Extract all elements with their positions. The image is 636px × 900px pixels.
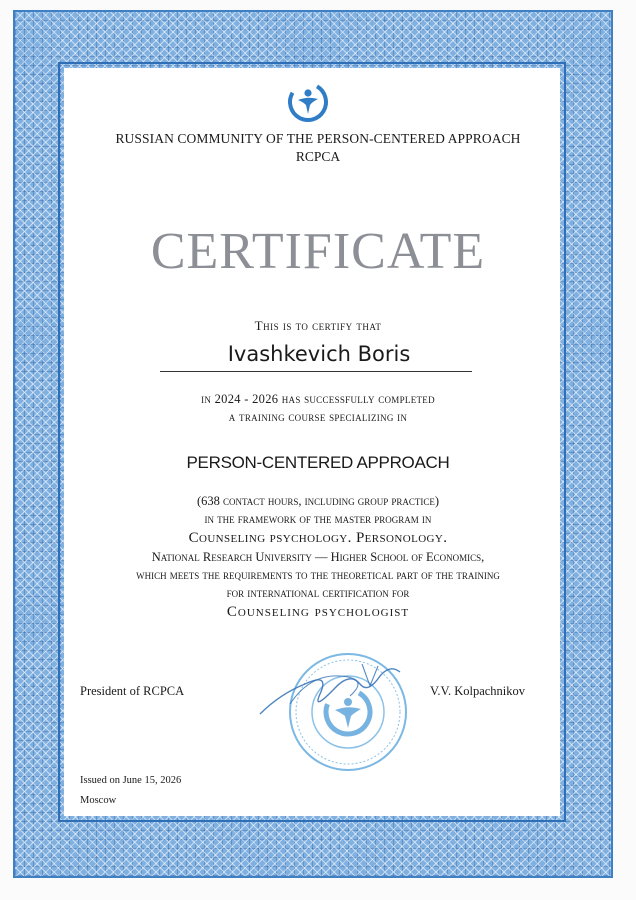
international-line: for international certification for xyxy=(226,586,410,600)
name-underline xyxy=(160,371,472,372)
university-line: National Research University — Higher School of Economics, xyxy=(151,550,485,564)
handwritten-signature xyxy=(250,654,410,724)
completed-line-1: in 2024 - 2026 has successfully completed xyxy=(201,392,435,406)
program-name: Counseling psychology. Personology. xyxy=(188,530,448,546)
signatory-name: V.V. Kolpachnikov xyxy=(430,684,526,698)
requirements-line: which meets the requirements to the theoretical part of the training xyxy=(136,568,500,582)
specialty: PERSON-CENTERED APPROACH xyxy=(186,453,450,472)
qualification: Counseling psychologist xyxy=(226,604,410,620)
president-title: President of RCPCA xyxy=(80,684,185,698)
completed-line-2: a training course specializing in xyxy=(228,410,408,424)
recipient-name-area xyxy=(170,342,468,366)
certificate-title: CERTIFICATE xyxy=(150,223,486,280)
issue-date: Issued on June 15, 2026 xyxy=(80,775,182,786)
framework-line: in the framework of the master program in xyxy=(204,512,432,526)
organization-name: RUSSIAN COMMUNITY OF THE PERSON-CENTERED APPROACH xyxy=(115,131,521,146)
recipient-name: Ivashkevich Boris xyxy=(227,342,411,366)
issue-city: Moscow xyxy=(80,795,117,806)
organization-abbreviation: RCPCA xyxy=(295,149,341,164)
person-circle-logo-icon xyxy=(286,80,330,124)
certify-line: This is to certify that xyxy=(254,318,382,333)
hours-line: (638 contact hours, including group practice) xyxy=(196,494,440,508)
